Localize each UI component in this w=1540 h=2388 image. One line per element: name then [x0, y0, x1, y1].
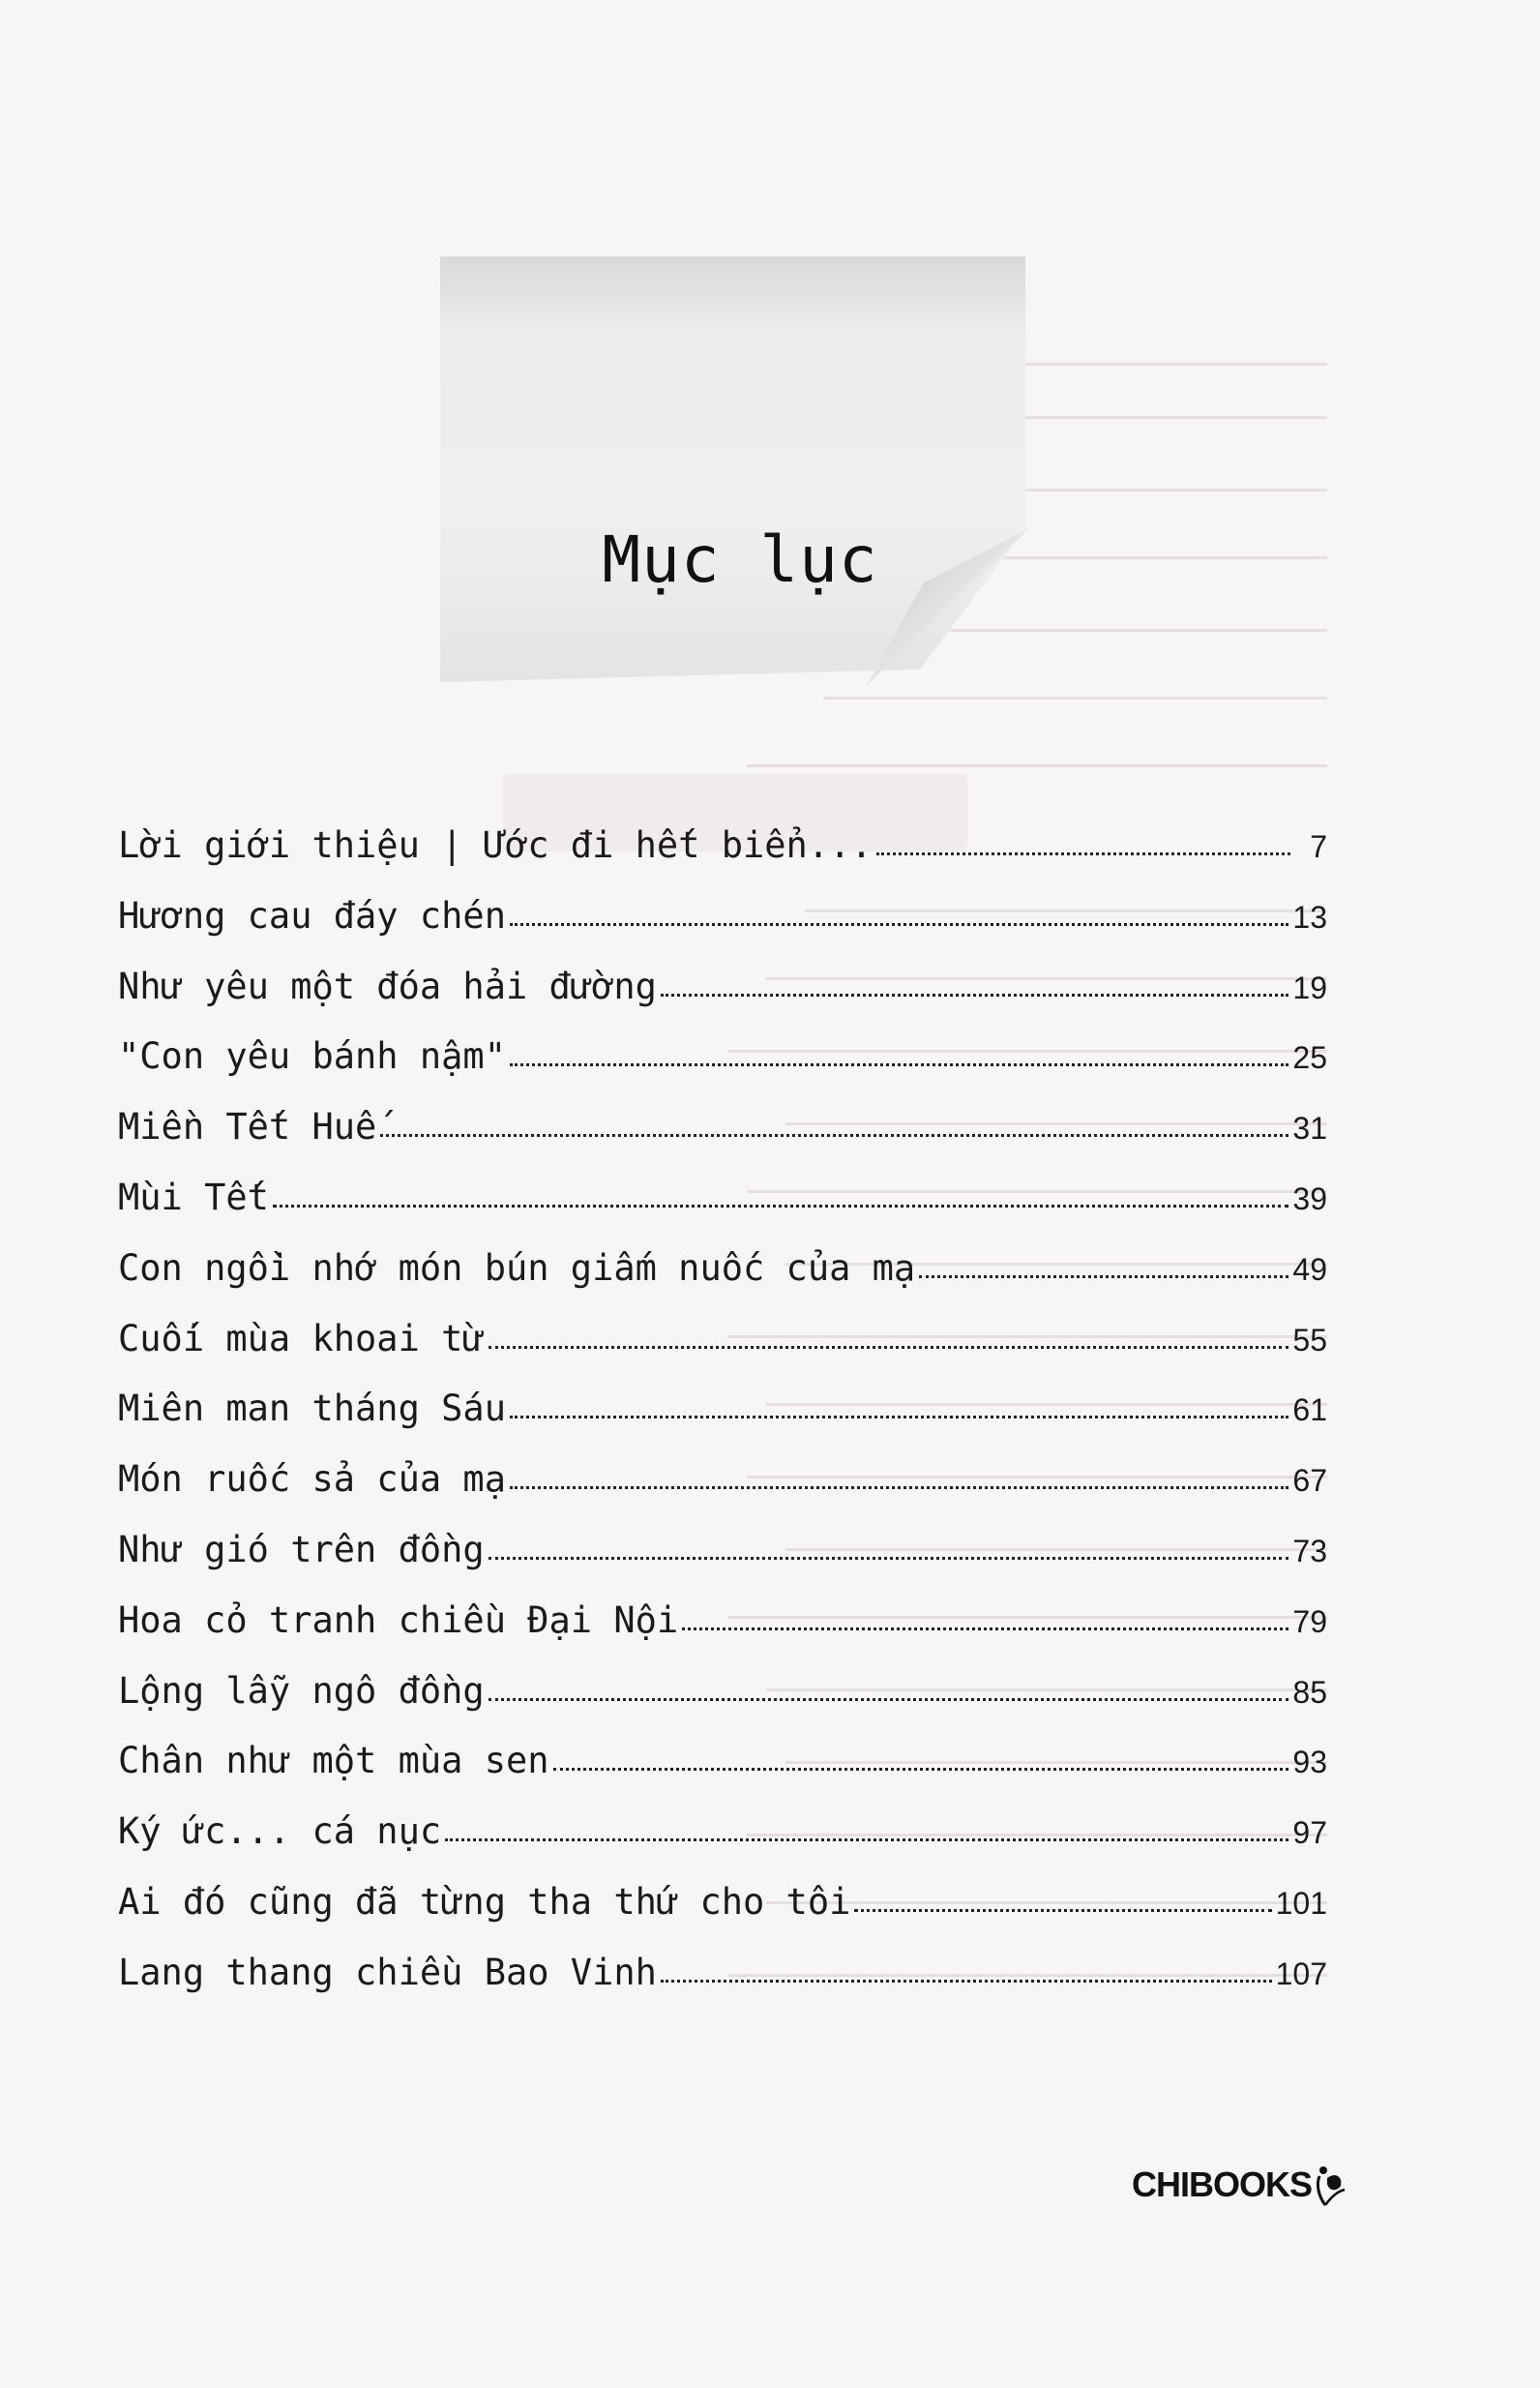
toc-entry-title: Ký ức... cá nục — [118, 1810, 442, 1853]
toc-entry — [118, 1951, 1327, 2025]
toc-entry-page-number: 31 — [1292, 1111, 1327, 1147]
toc-entry — [118, 1740, 1327, 1813]
toc-entry — [118, 1176, 1327, 1250]
toc-entry-page-number: 13 — [1292, 899, 1327, 935]
toc-dot-leader — [510, 1063, 1288, 1066]
toc-entry-title: Hương cau đáy chén — [118, 894, 506, 937]
toc-entry-title: Con ngồi nhớ món bún giấm nuốc của mạ — [118, 1246, 916, 1289]
toc-entry-page-number: 97 — [1292, 1815, 1327, 1851]
toc-dot-leader — [553, 1768, 1289, 1771]
toc-dot-leader — [661, 1980, 1272, 1983]
toc-entry — [118, 1106, 1327, 1179]
toc-entry-title: Cuối mùa khoai từ — [118, 1317, 485, 1359]
toc-entry-title: Hoa cỏ tranh chiều Đại Nội — [118, 1598, 679, 1641]
toc-entry-title: Món ruốc sả của mạ — [118, 1458, 506, 1501]
toc-entry-page-number: 25 — [1292, 1040, 1327, 1076]
toc-dot-leader — [854, 1909, 1271, 1912]
toc-entry-title: "Con yêu bánh nậm" — [118, 1035, 506, 1078]
publisher-name: CHIBOOKS — [1131, 2164, 1312, 2204]
toc-entry-page-number: 67 — [1292, 1463, 1327, 1499]
toc-entry-page-number: 39 — [1292, 1180, 1327, 1216]
toc-entry-page-number: 93 — [1292, 1745, 1327, 1780]
leaf-figure-icon — [1314, 2163, 1347, 2207]
toc-entry-title: Như gió trên đồng — [118, 1528, 485, 1570]
toc-dot-leader — [876, 852, 1290, 855]
toc-entry — [118, 1669, 1327, 1744]
toc-entry — [118, 894, 1327, 969]
toc-dot-leader — [510, 1416, 1288, 1418]
toc-entry-title: Miên man tháng Sáu — [118, 1388, 506, 1430]
toc-entry-page-number: 101 — [1275, 1885, 1327, 1921]
publisher-logo — [1132, 2163, 1347, 2207]
toc-entry — [118, 965, 1327, 1039]
toc-entry-page-number: 19 — [1292, 970, 1327, 1005]
toc-dot-leader — [510, 1486, 1288, 1489]
toc-dot-leader — [273, 1205, 1288, 1208]
toc-entry-title: Lang thang chiều Bao Vinh — [118, 1951, 657, 1993]
toc-entry — [118, 1246, 1327, 1321]
toc-entry-title: Mùi Tết — [118, 1176, 269, 1218]
toc-entry — [118, 824, 1327, 898]
toc-dot-leader — [682, 1627, 1288, 1630]
toc-dot-leader — [445, 1838, 1288, 1841]
toc-entry — [118, 1810, 1327, 1884]
toc-entry-title: Lộng lẫy ngô đồng — [118, 1669, 485, 1712]
toc-dot-leader — [380, 1134, 1288, 1137]
toc-entry-page-number: 85 — [1292, 1674, 1327, 1710]
toc-dot-leader — [489, 1557, 1289, 1560]
toc-entry-title: Lời giới thiệu | Ước đi hết biển... — [118, 824, 873, 866]
toc-entry — [118, 1598, 1327, 1673]
toc-entry-page-number: 49 — [1292, 1251, 1327, 1287]
toc-entry-page-number: 73 — [1292, 1533, 1327, 1568]
toc-entry-title: Ai đó cũng đã từng tha thứ cho tôi — [118, 1880, 851, 1923]
toc-dot-leader — [489, 1698, 1289, 1701]
toc-entry — [118, 1458, 1327, 1532]
toc-entry — [118, 1317, 1327, 1391]
toc-entry — [118, 1035, 1327, 1109]
toc-entry-title: Miền Tết Huế — [118, 1106, 377, 1149]
toc-entry — [118, 1528, 1327, 1602]
toc-entry-page-number: 61 — [1292, 1392, 1327, 1428]
toc-entry-page-number: 79 — [1292, 1603, 1327, 1639]
page-title: Mục lục — [602, 522, 878, 597]
toc-entry — [118, 1390, 1327, 1461]
toc-entry — [118, 1880, 1327, 1955]
toc-entry-title: Chân như một mùa sen — [118, 1740, 549, 1782]
toc-entry-title: Như yêu một đóa hải đường — [118, 965, 657, 1007]
toc-dot-leader — [510, 923, 1288, 926]
sticky-note — [440, 256, 1025, 682]
toc-dot-leader — [661, 994, 1289, 997]
table-of-contents — [118, 824, 1327, 2025]
toc-entry-page-number: 107 — [1275, 1955, 1327, 1991]
toc-dot-leader — [919, 1275, 1288, 1278]
toc-dot-leader — [489, 1346, 1289, 1349]
toc-entry-page-number: 7 — [1310, 829, 1327, 864]
toc-entry-page-number: 55 — [1292, 1322, 1327, 1358]
